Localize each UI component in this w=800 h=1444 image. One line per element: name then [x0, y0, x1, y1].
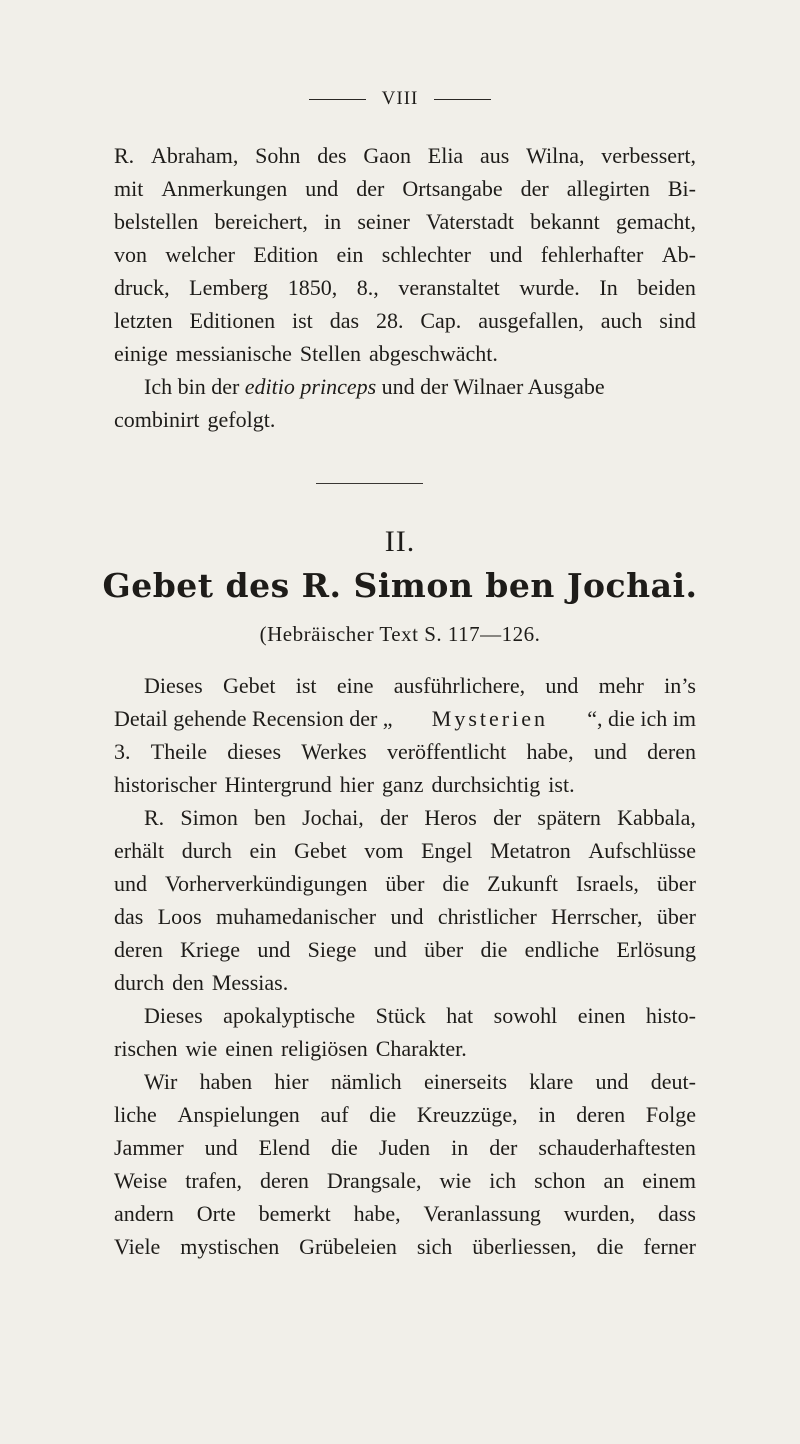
word: Gaon	[363, 143, 411, 168]
word: trafen,	[185, 1168, 242, 1193]
text-line	[114, 370, 696, 403]
word: Stück	[375, 1003, 426, 1028]
text-line	[114, 966, 696, 999]
word: ein	[249, 838, 277, 863]
text-line	[114, 867, 696, 900]
word: 3.	[114, 739, 131, 764]
word: einem	[642, 1168, 696, 1193]
word: hier	[274, 1069, 309, 1094]
word: klare	[529, 1069, 574, 1094]
word: Folge	[645, 1102, 696, 1127]
word: fehlerhafter	[540, 242, 644, 267]
word: Wilna,	[526, 143, 585, 168]
word: Werkes	[301, 739, 367, 764]
word: mystischen	[180, 1234, 280, 1259]
word: durch	[181, 838, 232, 863]
word: verbessert,	[601, 143, 696, 168]
word: deren	[647, 739, 696, 764]
text-line	[114, 271, 696, 304]
word: über	[385, 871, 425, 896]
word: Anmerkungen	[161, 176, 288, 201]
word: die	[442, 871, 470, 896]
word: habe,	[353, 1201, 401, 1226]
word: die	[480, 937, 508, 962]
word: liche	[114, 1102, 157, 1127]
text-line	[114, 1197, 696, 1230]
word: der	[356, 176, 385, 201]
word: durch	[114, 970, 165, 995]
word: einen	[577, 1003, 626, 1028]
word: Stellen	[299, 341, 361, 366]
word: über	[656, 871, 696, 896]
word: belstellen	[114, 209, 199, 234]
word: der	[489, 1135, 518, 1160]
word: Engel	[421, 838, 473, 863]
word: Aufschlüsse	[588, 838, 696, 863]
word: allegirten	[566, 176, 650, 201]
word: bereichert,	[214, 209, 308, 234]
header-rule-right	[434, 99, 491, 100]
word: bemerkt	[258, 1201, 331, 1226]
word: ich	[489, 1168, 517, 1193]
word: sind	[659, 308, 696, 333]
word: ben	[254, 805, 286, 830]
word: und	[305, 176, 339, 201]
word: die	[369, 1102, 397, 1127]
word: Dieses	[144, 1003, 203, 1028]
word: Veranlassung	[423, 1201, 541, 1226]
word: deut-	[650, 1069, 696, 1094]
word: Weise	[114, 1168, 168, 1193]
word: Elend	[258, 1135, 310, 1160]
word: ist	[295, 673, 317, 698]
italic-term: editio princeps	[244, 374, 377, 399]
word: und	[114, 871, 147, 896]
word: wie	[185, 1036, 218, 1061]
text-line	[114, 1098, 696, 1131]
text-line	[114, 900, 696, 933]
word: veröffentlicht	[386, 739, 507, 764]
line-text: Detail gehende Recension der „ Mysterien “, die ich im	[114, 702, 696, 735]
word: wurde.	[519, 275, 580, 300]
word: wie	[439, 1168, 472, 1193]
word: Juden	[378, 1135, 431, 1160]
text-line	[114, 1131, 696, 1164]
word: hat	[446, 1003, 474, 1028]
word: Vaterstadt	[426, 209, 514, 234]
word: histo-	[645, 1003, 696, 1028]
text-line	[114, 238, 696, 271]
word: Messias.	[211, 970, 289, 995]
word: abgeschwächt.	[368, 341, 498, 366]
section-title: Gebet des R. Simon ben Jochai.	[102, 566, 698, 605]
word: auf	[320, 1102, 349, 1127]
word: ausführlichere,	[393, 673, 526, 698]
spaced-term: Mysterien	[431, 706, 548, 731]
text-line	[114, 139, 696, 172]
word: beiden	[637, 275, 696, 300]
paragraph-block-1	[114, 139, 696, 436]
word: R.	[114, 143, 135, 168]
word: apokalyptische	[223, 1003, 356, 1028]
word: in’s	[664, 673, 696, 698]
word: historischer	[114, 772, 217, 797]
word: Metatron	[490, 838, 571, 863]
word: Kriege	[180, 937, 241, 962]
word: Gebet	[222, 673, 276, 698]
word: und	[373, 937, 407, 962]
word: Loos	[157, 904, 202, 929]
word: den	[172, 970, 204, 995]
word: in	[451, 1135, 469, 1160]
text-line	[114, 403, 696, 436]
word: überliessen,	[472, 1234, 577, 1259]
word: Ab-	[661, 242, 696, 267]
word: und	[390, 904, 424, 929]
word: und	[545, 673, 579, 698]
word: sich	[416, 1234, 453, 1259]
text-line	[114, 801, 696, 834]
word: ferner	[643, 1234, 696, 1259]
text-line	[114, 1065, 696, 1098]
word: ein	[336, 242, 364, 267]
word: der	[380, 805, 409, 830]
paragraph-block-2	[114, 669, 696, 1263]
word: aus	[480, 143, 510, 168]
word: messianische	[175, 341, 292, 366]
text-line	[114, 1230, 696, 1263]
word: religiösen	[280, 1036, 368, 1061]
word: in	[324, 209, 342, 234]
word: Simon	[180, 805, 238, 830]
word: Viele	[114, 1234, 161, 1259]
text-line	[114, 1032, 696, 1065]
word: das	[329, 308, 360, 333]
word: Lemberg	[189, 275, 269, 300]
word: ist.	[548, 772, 575, 797]
word: von	[114, 242, 147, 267]
word: schauderhaftesten	[538, 1135, 696, 1160]
page-header	[0, 88, 800, 110]
word: Heros	[424, 805, 477, 830]
word: Grübeleien	[299, 1234, 397, 1259]
word: schon	[534, 1168, 586, 1193]
word: deren	[259, 1168, 309, 1193]
word: ganz	[382, 772, 424, 797]
word: in	[538, 1102, 556, 1127]
word: Bi-	[667, 176, 696, 201]
text-line	[114, 768, 696, 801]
section-separator	[316, 483, 423, 484]
word: Kreuzzüge,	[416, 1102, 518, 1127]
text-line	[114, 172, 696, 205]
text-line	[114, 337, 696, 370]
text-line	[114, 304, 696, 337]
word: und	[489, 242, 523, 267]
word: der	[520, 176, 549, 201]
word: deren	[576, 1102, 626, 1127]
word: bekannt	[530, 209, 600, 234]
word: endliche	[524, 937, 600, 962]
word: vom	[364, 838, 404, 863]
text-line	[114, 669, 696, 702]
word: Siege	[307, 937, 357, 962]
text-line	[114, 702, 696, 735]
word: Dieses	[144, 673, 203, 698]
word: ausgefallen,	[478, 308, 584, 333]
word: Anspielungen	[177, 1102, 300, 1127]
word: einerseits	[423, 1069, 508, 1094]
word: spätern	[537, 805, 601, 830]
word: schlechter	[381, 242, 471, 267]
word: rischen	[114, 1036, 178, 1061]
word: dieses	[227, 739, 281, 764]
word: mit	[114, 176, 144, 201]
word: habe,	[526, 739, 574, 764]
word: Erlösung	[616, 937, 696, 962]
word: Editionen	[189, 308, 276, 333]
word: christlicher	[437, 904, 537, 929]
word: veranstaltet	[398, 275, 500, 300]
word: Charakter.	[375, 1036, 467, 1061]
word: der	[493, 805, 522, 830]
word: und	[257, 937, 291, 962]
word: Wir	[144, 1069, 178, 1094]
text-line	[114, 999, 696, 1032]
word: eine	[336, 673, 374, 698]
header-rule-left	[309, 99, 366, 100]
word: combinirt	[114, 407, 200, 432]
word: 1850,	[287, 275, 338, 300]
word: Jammer	[114, 1135, 184, 1160]
word: Drangsale,	[326, 1168, 422, 1193]
word: druck,	[114, 275, 170, 300]
word: gemacht,	[615, 209, 696, 234]
word: letzten	[114, 308, 173, 333]
word: Hintergrund	[224, 772, 332, 797]
text-line	[114, 933, 696, 966]
word: Ortsangabe	[402, 176, 503, 201]
word: gefolgt.	[207, 407, 276, 432]
word: sowohl	[493, 1003, 558, 1028]
text-line	[114, 205, 696, 238]
word: Vorherverkündigungen	[164, 871, 368, 896]
word: Cap.	[420, 308, 462, 333]
word: Abraham,	[150, 143, 239, 168]
word: die	[330, 1135, 358, 1160]
word: auch	[600, 308, 643, 333]
word: wurden,	[563, 1201, 636, 1226]
word: welcher	[165, 242, 235, 267]
word: und	[204, 1135, 238, 1160]
word: Gebet	[294, 838, 347, 863]
word: einen	[225, 1036, 273, 1061]
word: die	[596, 1234, 624, 1259]
word: über	[656, 904, 696, 929]
word: über	[424, 937, 464, 962]
word: erhält	[114, 838, 165, 863]
word: 28.	[375, 308, 404, 333]
word: an	[603, 1168, 625, 1193]
word: und	[595, 1069, 629, 1094]
section-subtitle: (Hebräischer Text S. 117—126.	[259, 622, 541, 646]
word: Orte	[196, 1201, 236, 1226]
word: In	[599, 275, 618, 300]
word: einige	[114, 341, 168, 366]
section-number: II.	[384, 525, 416, 558]
word: seiner	[357, 209, 410, 234]
text-line	[114, 834, 696, 867]
word: Theile	[150, 739, 207, 764]
word: mehr	[598, 673, 644, 698]
word: muhamedanischer	[216, 904, 377, 929]
word: Israels,	[576, 871, 639, 896]
word: Jochai,	[302, 805, 364, 830]
word: Herrscher,	[551, 904, 643, 929]
word: Elia	[427, 143, 464, 168]
word: Kabbala,	[617, 805, 696, 830]
word: 8.,	[356, 275, 379, 300]
word: durchsichtig	[431, 772, 541, 797]
word: deren	[114, 937, 163, 962]
text-line	[114, 1164, 696, 1197]
page-number: VIII	[381, 88, 419, 109]
word: des	[317, 143, 347, 168]
word: R.	[144, 805, 165, 830]
word: und	[593, 739, 627, 764]
word: nämlich	[330, 1069, 402, 1094]
text-line	[114, 735, 696, 768]
word: dass	[658, 1201, 696, 1226]
word: hier	[339, 772, 374, 797]
word: Sohn	[255, 143, 301, 168]
word: ist	[292, 308, 313, 333]
word: Edition	[253, 242, 319, 267]
line-text: Ich bin der editio princeps und der Wilnaer Ausgabe	[144, 374, 605, 399]
word: haben	[199, 1069, 253, 1094]
word: andern	[114, 1201, 174, 1226]
word: das	[114, 904, 144, 929]
word: Zukunft	[487, 871, 559, 896]
